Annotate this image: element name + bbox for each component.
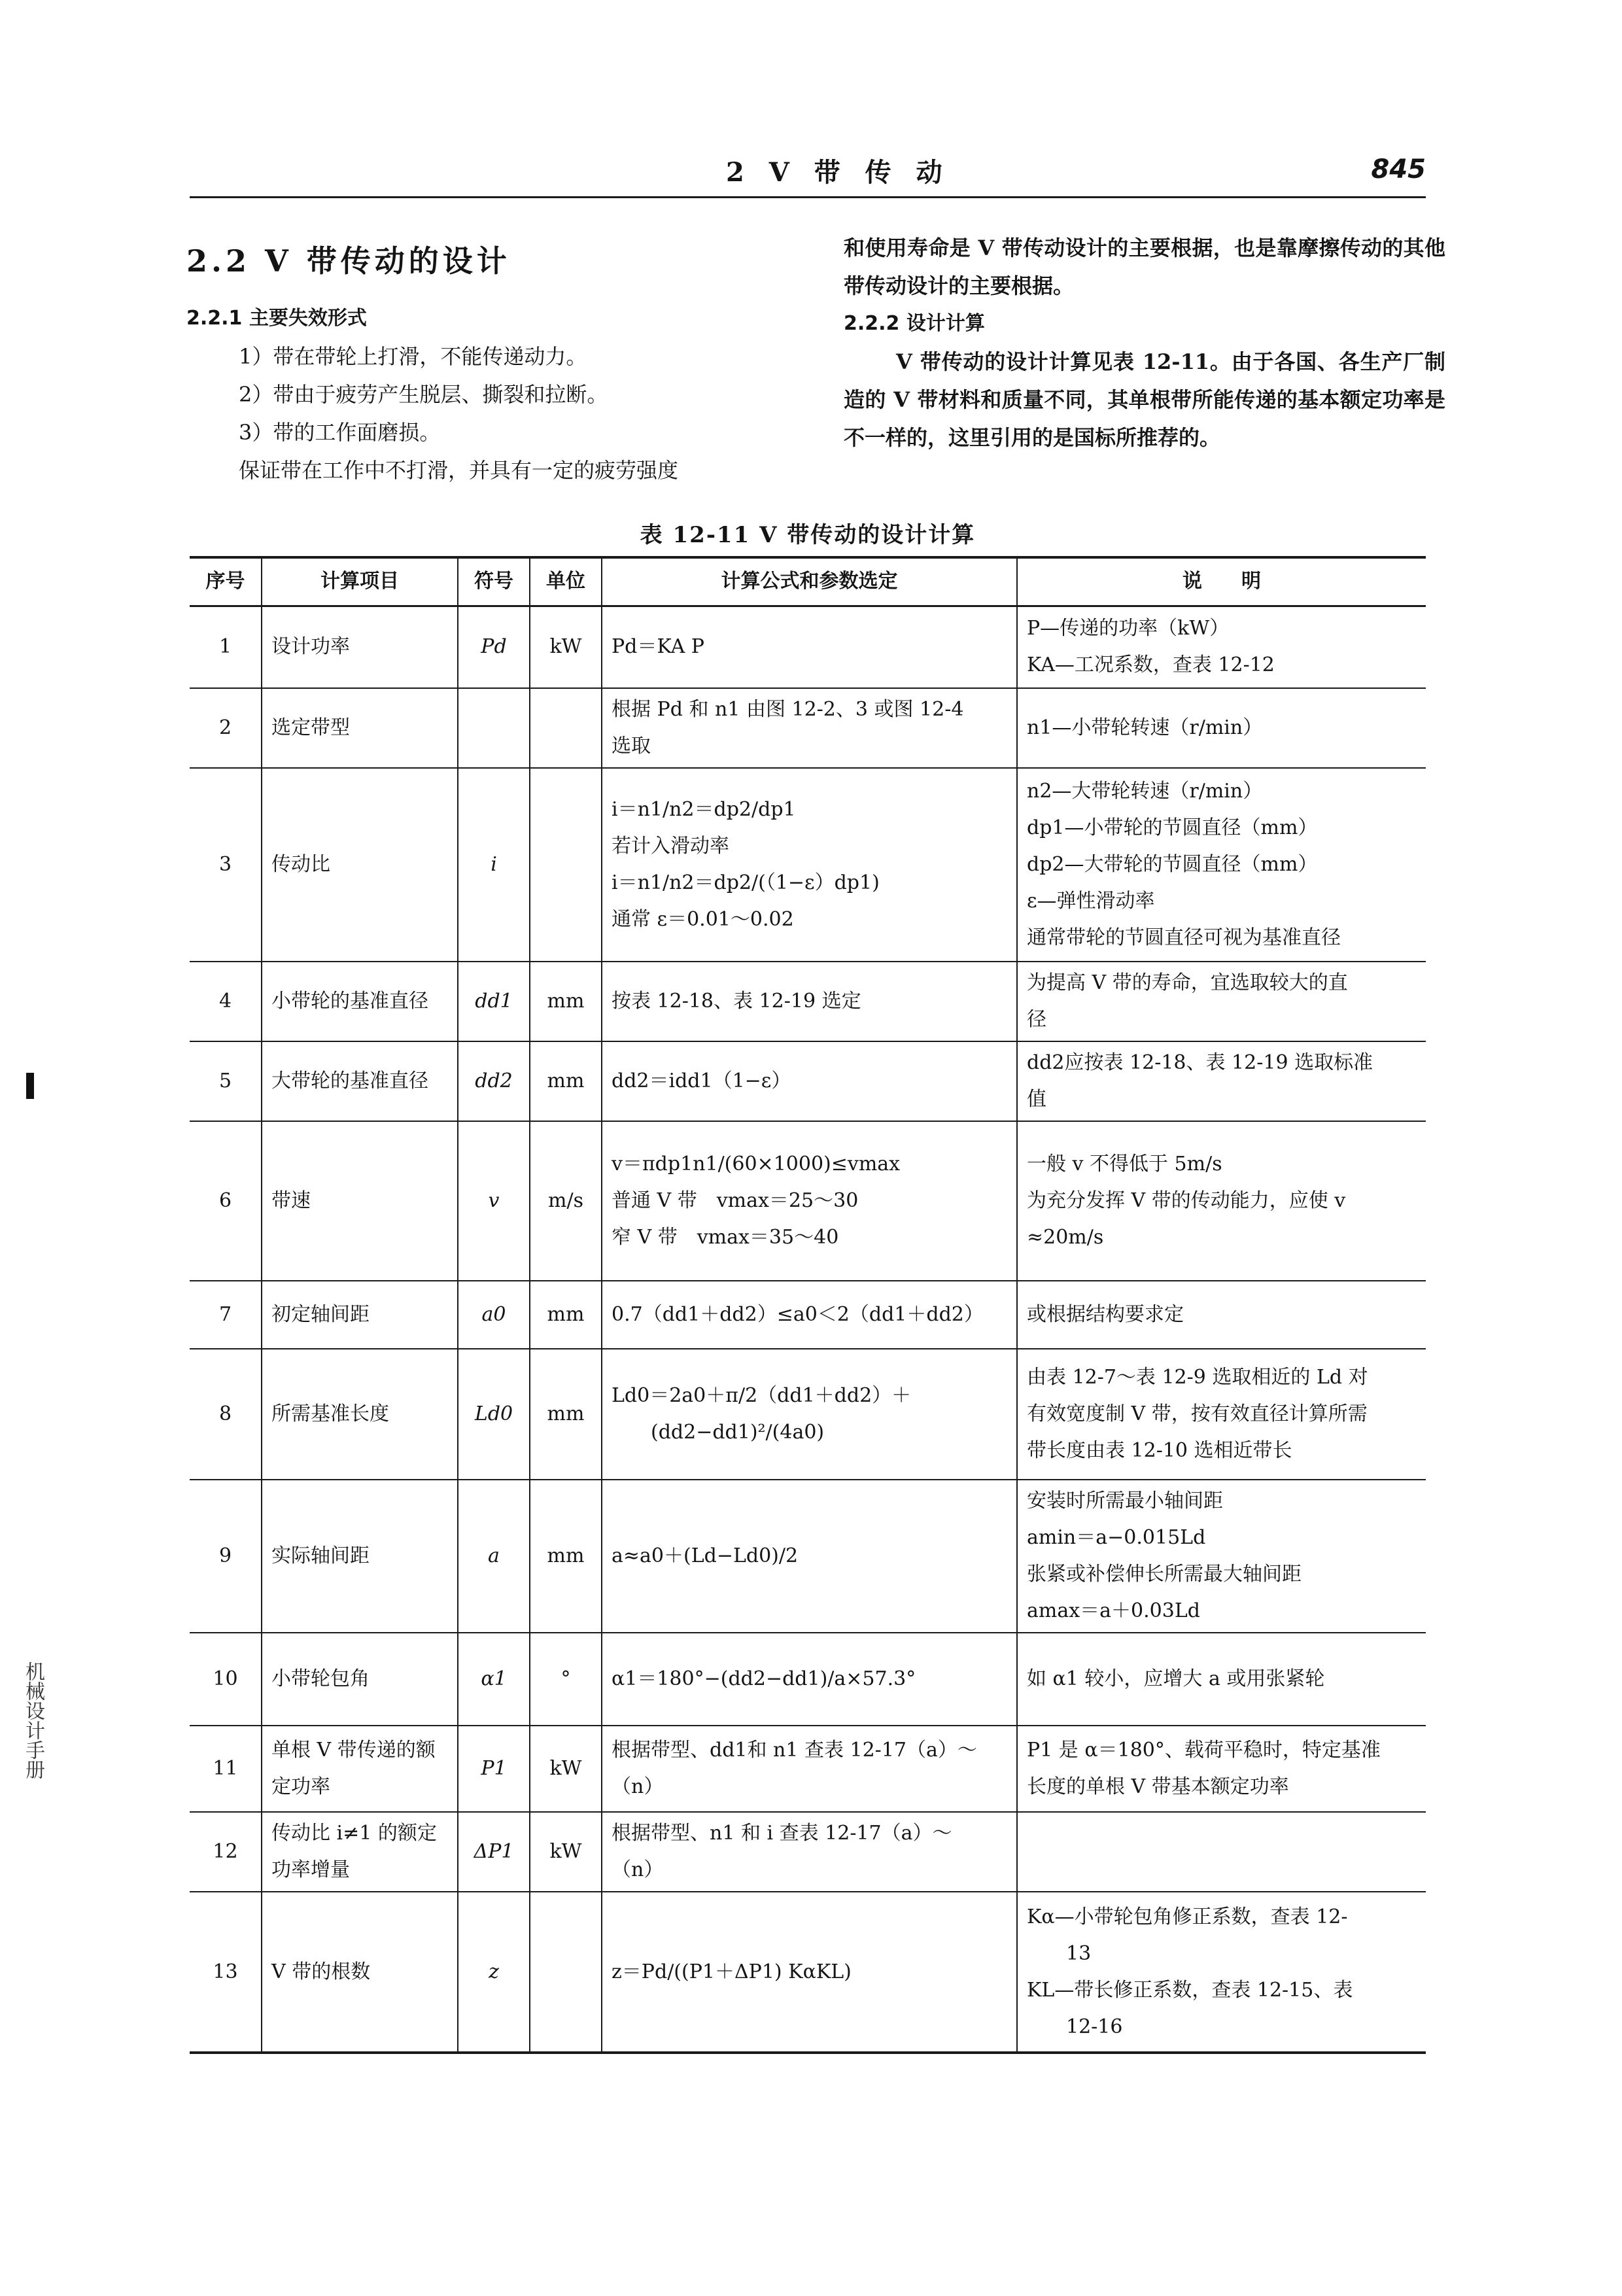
desc-line: 有效宽度制 V 带，按有效直径计算所需 [1027, 1402, 1368, 1425]
table-row [190, 688, 1426, 768]
desc-line: ≈20m/s [1027, 1226, 1104, 1249]
cell-no: 11 [190, 1726, 262, 1812]
cell-symbol: z [458, 1892, 530, 2053]
cell-description [1017, 1812, 1426, 1892]
table-row [190, 1726, 1426, 1812]
cell-no: 7 [190, 1281, 262, 1349]
left-column [186, 229, 801, 489]
header-rule [190, 196, 1426, 198]
cell-description [1017, 606, 1426, 688]
cell-description [1017, 1121, 1426, 1281]
desc-line: 由表 12-7～表 12-9 选取相近的 Ld 对 [1027, 1366, 1368, 1389]
formula-line: α1＝180°−(dd2−dd1)/a×57.3° [612, 1667, 916, 1690]
header-unit: 单位 [530, 557, 602, 606]
cell-formula [602, 1633, 1017, 1726]
cell-description [1017, 1349, 1426, 1480]
formula-line: 窄 V 带 vmax＝35～40 [612, 1226, 839, 1249]
section-title: 2.2 V 带传动的设计 [186, 243, 511, 279]
formula-line: dd2＝idd1（1−ε） [612, 1070, 791, 1092]
cell-item: 传动比 [262, 768, 458, 962]
cell-item: 初定轴间距 [262, 1281, 458, 1349]
paragraph: 保证带在工作中不打滑，并具有一定的疲劳强度 [239, 458, 679, 483]
header-no: 序号 [190, 557, 262, 606]
cell-description [1017, 1041, 1426, 1121]
paragraph: 和使用寿命是 V 带传动设计的主要根据，也是靠摩擦传动的其他带传动设计的主要根据。 [844, 235, 1445, 298]
cell-item: 设计功率 [262, 606, 458, 688]
cell-formula [602, 1281, 1017, 1349]
cell-symbol: α1 [458, 1633, 530, 1726]
cell-formula [602, 1041, 1017, 1121]
formula-line: （n） [612, 1858, 664, 1881]
formula-line: i＝n1/n2＝dp2/dp1 [612, 798, 796, 821]
cell-formula [602, 688, 1017, 768]
cell-formula [602, 1349, 1017, 1480]
cell-no: 5 [190, 1041, 262, 1121]
table-caption: 表 12-11 V 带传动的设计计算 [640, 522, 976, 548]
desc-line: 或根据结构要求定 [1027, 1303, 1184, 1326]
cell-unit: mm [530, 1281, 602, 1349]
cell-item: 带速 [262, 1121, 458, 1281]
cell-unit: mm [530, 962, 602, 1041]
formula-line: 根据 Pd 和 n1 由图 12-2、3 或图 12-4 [612, 698, 964, 721]
formula-line: 0.7（dd1＋dd2）≤a0＜2（dd1＋dd2） [612, 1303, 984, 1326]
cell-description [1017, 688, 1426, 768]
table-row [190, 1041, 1426, 1121]
cell-formula [602, 1480, 1017, 1633]
cell-symbol: P1 [458, 1726, 530, 1812]
desc-line: 一般 v 不得低于 5m/s [1027, 1153, 1222, 1175]
formula-line: a≈a0＋(Ld−Ld0)/2 [612, 1544, 799, 1567]
table-body [190, 606, 1426, 2053]
formula-line: (dd2−dd1)²/(4a0) [651, 1421, 825, 1444]
desc-line: amax＝a＋0.03Ld [1027, 1599, 1200, 1622]
cell-item: 小带轮包角 [262, 1633, 458, 1726]
cell-item: 实际轴间距 [262, 1480, 458, 1633]
cell-symbol [458, 688, 530, 768]
desc-line: n1—小带轮转速（r/min） [1027, 716, 1263, 739]
desc-line: 为充分发挥 V 带的传动能力，应使 v [1027, 1189, 1346, 1212]
cell-symbol: Ld0 [458, 1349, 530, 1480]
scan-mark [26, 1073, 34, 1099]
cell-unit: kW [530, 1812, 602, 1892]
cell-no: 4 [190, 962, 262, 1041]
formula-line: i＝n1/n2＝dp2/(（1−ε）dp1) [612, 871, 880, 894]
formula-line: Pd＝KA P [612, 635, 704, 659]
table-row [190, 1892, 1426, 2053]
cell-symbol: Pd [458, 606, 530, 688]
cell-symbol: ΔP1 [458, 1812, 530, 1892]
cell-description [1017, 1281, 1426, 1349]
desc-line: 张紧或补偿伸长所需最大轴间距 [1027, 1563, 1302, 1586]
table-row [190, 962, 1426, 1041]
desc-line: dd2应按表 12-18、表 12-19 选取标准 [1027, 1051, 1373, 1074]
table-row [190, 1480, 1426, 1633]
table-header-row [190, 557, 1426, 606]
desc-line: 带长度由表 12-10 选相近带长 [1027, 1439, 1292, 1462]
desc-line: ε—弹性滑动率 [1027, 890, 1155, 913]
cell-formula [602, 1892, 1017, 2053]
cell-unit: mm [530, 1480, 602, 1633]
cell-item: 大带轮的基准直径 [262, 1041, 458, 1121]
desc-line: 值 [1027, 1088, 1046, 1111]
cell-no: 8 [190, 1349, 262, 1480]
formula-line: v＝πdp1n1/(60×1000)≤vmax [612, 1153, 901, 1175]
formula-line: 按表 12-18、表 12-19 选定 [612, 990, 861, 1013]
cell-no: 6 [190, 1121, 262, 1281]
formula-line: 根据带型、dd1和 n1 查表 12-17（a）～ [612, 1739, 977, 1762]
table-row [190, 1349, 1426, 1480]
cell-formula [602, 768, 1017, 962]
cell-symbol: v [458, 1121, 530, 1281]
cell-unit: ° [530, 1633, 602, 1726]
table-row [190, 606, 1426, 688]
cell-unit [530, 768, 602, 962]
cell-symbol: a0 [458, 1281, 530, 1349]
desc-line: dp2—大带轮的节圆直径（mm） [1027, 853, 1318, 876]
cell-symbol: a [458, 1480, 530, 1633]
header-description: 说 明 [1017, 557, 1426, 606]
cell-unit: kW [530, 1726, 602, 1812]
desc-line: 13 [1066, 1941, 1092, 1965]
cell-formula [602, 1812, 1017, 1892]
cell-item: V 带的根数 [262, 1892, 458, 2053]
subsection-title-design: 2.2.2 设计计算 [844, 312, 985, 335]
failure-item: 3）带的工作面磨损。 [239, 420, 441, 445]
cell-description [1017, 768, 1426, 962]
header-item: 计算项目 [262, 557, 458, 606]
desc-line: dp1—小带轮的节圆直径（mm） [1027, 816, 1318, 839]
cell-unit: mm [530, 1041, 602, 1121]
running-header [190, 152, 1426, 192]
cell-formula [602, 962, 1017, 1041]
desc-line: P1 是 α＝180°、载荷平稳时，特定基准 [1027, 1739, 1381, 1762]
cell-symbol: i [458, 768, 530, 962]
cell-item: 选定带型 [262, 688, 458, 768]
cell-no: 12 [190, 1812, 262, 1892]
cell-no: 3 [190, 768, 262, 962]
table-row [190, 1812, 1426, 1892]
cell-formula [602, 1121, 1017, 1281]
cell-description [1017, 1726, 1426, 1812]
cell-unit [530, 688, 602, 768]
cell-description [1017, 1892, 1426, 2053]
cell-unit: mm [530, 1349, 602, 1480]
cell-no: 2 [190, 688, 262, 768]
header-formula: 计算公式和参数选定 [602, 557, 1017, 606]
table-row [190, 1633, 1426, 1726]
right-column [844, 229, 1445, 457]
desc-line: 12-16 [1066, 2015, 1123, 2038]
cell-item: 所需基准长度 [262, 1349, 458, 1480]
desc-line: KA—工况系数，查表 12-12 [1027, 653, 1275, 677]
formula-line: 普通 V 带 vmax＝25～30 [612, 1189, 859, 1212]
cell-formula [602, 606, 1017, 688]
running-title: 2 V 带 传 动 [726, 157, 950, 188]
formula-line: 若计入滑动率 [612, 835, 729, 858]
cell-unit: kW [530, 606, 602, 688]
cell-description [1017, 962, 1426, 1041]
cell-formula [602, 1726, 1017, 1812]
desc-line: 通常带轮的节圆直径可视为基准直径 [1027, 926, 1341, 949]
cell-no: 13 [190, 1892, 262, 2053]
cell-symbol: dd2 [458, 1041, 530, 1121]
margin-note: 机械设计手册 [22, 1661, 44, 1779]
subsection-title-failure: 2.2.1 主要失效形式 [186, 307, 367, 330]
desc-line: Kα—小带轮包角修正系数，查表 12- [1027, 1905, 1348, 1928]
desc-line: 为提高 V 带的寿命，宜选取较大的直 [1027, 971, 1348, 994]
desc-line: 安装时所需最小轴间距 [1027, 1489, 1223, 1512]
cell-item: 单根 V 带传递的额定功率 [262, 1726, 458, 1812]
header-symbol: 符号 [458, 557, 530, 606]
desc-line: 如 α1 较小，应增大 a 或用张紧轮 [1027, 1667, 1325, 1690]
table-row [190, 1121, 1426, 1281]
failure-item: 2）带由于疲劳产生脱层、撕裂和拉断。 [239, 382, 608, 407]
cell-no: 1 [190, 606, 262, 688]
desc-line: P—传递的功率（kW） [1027, 617, 1230, 640]
paragraph: V 带传动的设计计算见表 12-11。由于各国、各生产厂制造的 V 带材料和质量不同，其单根带所能传递的基本额定功率是不一样的，这里引用的是国标所推荐的。 [844, 349, 1445, 450]
design-calculation-table [190, 556, 1426, 2054]
cell-description [1017, 1633, 1426, 1726]
table-row [190, 1281, 1426, 1349]
formula-line: z＝Pd/((P1＋ΔP1) KαKL) [612, 1960, 852, 1983]
desc-line: amin＝a−0.015Ld [1027, 1526, 1206, 1549]
cell-unit [530, 1892, 602, 2053]
page-number: 845 [1371, 154, 1426, 184]
formula-line: （n） [612, 1775, 664, 1798]
desc-line: 长度的单根 V 带基本额定功率 [1027, 1775, 1289, 1798]
cell-unit: m/s [530, 1121, 602, 1281]
desc-line: n2—大带轮转速（r/min） [1027, 780, 1263, 803]
failure-item: 1）带在带轮上打滑，不能传递动力。 [239, 344, 587, 369]
desc-line: 径 [1027, 1008, 1046, 1031]
formula-line: Ld0＝2a0＋π/2（dd1＋dd2）＋ [612, 1384, 912, 1407]
cell-item: 传动比 i≠1 的额定功率增量 [262, 1812, 458, 1892]
cell-description [1017, 1480, 1426, 1633]
desc-line: KL—带长修正系数，查表 12-15、表 [1027, 1978, 1353, 2002]
formula-line: 通常 ε＝0.01～0.02 [612, 908, 794, 931]
cell-no: 9 [190, 1480, 262, 1633]
cell-symbol: dd1 [458, 962, 530, 1041]
table-row [190, 768, 1426, 962]
formula-line: 根据带型、n1 和 i 查表 12-17（a）～ [612, 1822, 952, 1845]
cell-no: 10 [190, 1633, 262, 1726]
formula-line: 选取 [612, 735, 651, 757]
cell-item: 小带轮的基准直径 [262, 962, 458, 1041]
